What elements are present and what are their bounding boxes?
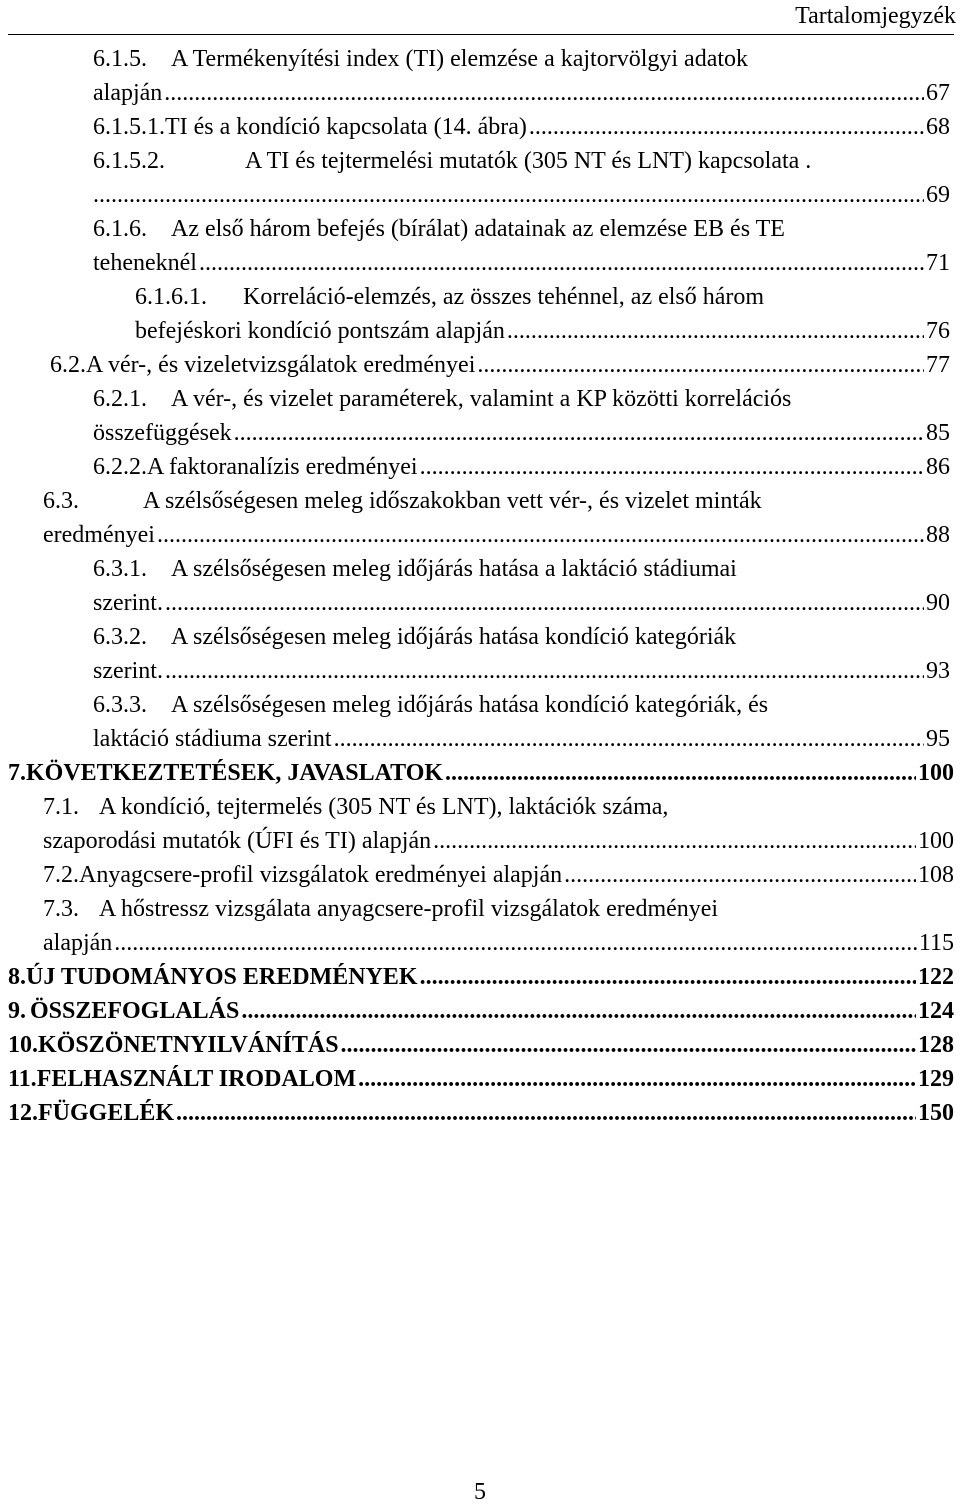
toc-entry-page: 150 [918, 1100, 954, 1126]
toc-entry-number: 6.1.5.1. [93, 114, 165, 140]
dot-leader [341, 1028, 916, 1062]
toc-entry-title-cont: szerint. [93, 590, 163, 616]
toc-entry-page: 129 [918, 1066, 954, 1092]
toc-entry[interactable] [0, 858, 960, 892]
dot-leader [176, 1096, 916, 1130]
toc-entry-title: A szélsőségesen meleg időjárás hatása kondíció kategóriák [171, 624, 737, 650]
dot-leader [477, 348, 924, 382]
dot-leader [165, 586, 924, 620]
toc-entry[interactable] [0, 382, 960, 450]
toc-entry-title: A Termékenyítési index (TI) elemzése a kajtorvölgyi adatok [171, 46, 749, 72]
dot-leader [358, 1062, 916, 1096]
toc-entry-page: 100 [918, 828, 954, 854]
toc-entry-title: A szélsőségesen meleg időjárás hatása kondíció kategóriák, és [171, 692, 769, 718]
toc-entry-title: ÚJ TUDOMÁNYOS EREDMÉNYEK [26, 964, 418, 990]
dot-leader [529, 110, 924, 144]
toc-entry-number: 6.1.5. [93, 46, 147, 72]
toc-entry-number: 7. [8, 760, 26, 786]
toc-entry-page: 90 [926, 590, 950, 616]
toc-entry-number: 6.3.1. [93, 556, 147, 582]
dot-leader [165, 654, 924, 688]
toc-entry-title: A vér-, és vizeletvizsgálatok eredményei [86, 352, 476, 378]
toc-entry-page: 124 [918, 998, 954, 1024]
toc-entry-page: 71 [926, 250, 950, 276]
toc-entry[interactable] [0, 960, 960, 994]
toc-entry-title: ÖSSZEFOGLALÁS [29, 998, 240, 1024]
toc-entry[interactable] [0, 688, 960, 756]
toc-entry-number: 9. [8, 998, 26, 1024]
dot-leader [114, 926, 917, 960]
toc-entry-title-cont: alapján [43, 930, 113, 956]
dot-leader [234, 416, 924, 450]
dot-leader [334, 722, 924, 756]
toc-entry-page: 86 [926, 454, 950, 480]
toc-entry-title: TI és a kondíció kapcsolata (14. ábra) [165, 114, 527, 140]
toc-entry-number: 7.3. [43, 896, 79, 922]
toc-entry-title-cont: összefüggések [93, 420, 232, 446]
toc-entry-page: 100 [918, 760, 954, 786]
toc-entry[interactable] [0, 280, 960, 348]
toc-entry-page: 67 [926, 80, 950, 106]
toc-entry-number: 6.1.6.1. [135, 284, 207, 310]
toc-entry-page: 115 [918, 930, 954, 956]
toc-entry-title-cont: alapján [93, 80, 163, 106]
toc-entry-number: 6.3.3. [93, 692, 147, 718]
toc-entry-title: Az első három befejés (bírálat) adatainak az elemzése EB és TE [171, 216, 785, 242]
toc-entry[interactable] [0, 994, 960, 1028]
dot-leader [433, 824, 916, 858]
toc-entry-title-cont: befejéskori kondíció pontszám alapján [135, 318, 505, 344]
toc-entry-page: 77 [926, 352, 950, 378]
dot-leader [164, 76, 924, 110]
toc-entry-page: 108 [918, 862, 954, 888]
toc-entry-number: 6.2.1. [93, 386, 147, 412]
dot-leader [199, 246, 924, 280]
toc-entry-page: 93 [926, 658, 950, 684]
dot-leader [93, 178, 924, 212]
toc-entry-title-cont: teheneknél [93, 250, 197, 276]
dot-leader [157, 518, 924, 552]
toc-entry-page: 122 [918, 964, 954, 990]
toc-entry-title: Anyagcsere-profil vizsgálatok eredményei alapján [79, 862, 563, 888]
toc-entry[interactable] [0, 1062, 960, 1096]
toc-entry[interactable] [0, 212, 960, 280]
toc-entry-title: Korreláció-elemzés, az összes tehénnel, az első három [243, 284, 765, 310]
dot-leader [241, 994, 916, 1028]
toc-entry-title: KÖVETKEZTETÉSEK, JAVASLATOK [26, 760, 444, 786]
toc-entry-number: 12. [8, 1100, 38, 1126]
toc-entry-title: KÖSZÖNETNYILVÁNÍTÁS [38, 1032, 339, 1058]
dot-leader [420, 450, 924, 484]
dot-leader [507, 314, 924, 348]
toc-entry-title-cont: szerint. [93, 658, 163, 684]
toc-entry-title: FÜGGELÉK [38, 1100, 175, 1126]
toc-entry-page: 85 [926, 420, 950, 446]
toc-entry[interactable] [0, 1028, 960, 1062]
toc-entry-page: 128 [918, 1032, 954, 1058]
toc-entry-number: 6.1.6. [93, 216, 147, 242]
toc-entry-number: 6.3.2. [93, 624, 147, 650]
toc-entry[interactable] [0, 110, 960, 144]
page-number: 5 [474, 1479, 486, 1505]
toc-entry[interactable] [0, 552, 960, 620]
toc-entry-number: 7.2. [43, 862, 79, 888]
toc-entry-number: 10. [8, 1032, 38, 1058]
toc-entry-number: 6.3. [43, 488, 79, 514]
toc-entry-title: A szélsőségesen meleg időszakokban vett vér-, és vizelet minták [143, 488, 762, 514]
toc-entry-page: 69 [926, 182, 950, 208]
table-of-contents [0, 42, 960, 1130]
toc-entry-number: 6.2.2. [93, 454, 147, 480]
toc-entry[interactable] [0, 450, 960, 484]
toc-entry-number: 6.2. [50, 352, 86, 378]
toc-entry[interactable] [0, 1096, 960, 1130]
toc-entry[interactable] [0, 484, 960, 552]
toc-entry[interactable] [0, 144, 960, 212]
toc-entry[interactable] [0, 620, 960, 688]
toc-entry-title: FELHASZNÁLT IRODALOM [36, 1066, 357, 1092]
toc-entry-title: A szélsőségesen meleg időjárás hatása a laktáció stádiumai [171, 556, 737, 582]
toc-entry-number: 7.1. [43, 794, 79, 820]
toc-entry-number: 6.1.5.2. [93, 148, 165, 174]
toc-entry-title-cont: szaporodási mutatók (ÚFI és TI) alapján [43, 828, 432, 854]
toc-entry[interactable] [0, 892, 960, 960]
toc-entry-page: 68 [926, 114, 950, 140]
toc-entry-title-cont: eredményei [43, 522, 155, 548]
toc-entry[interactable] [0, 42, 960, 110]
toc-entry-page: 95 [926, 726, 950, 752]
toc-entry[interactable] [0, 348, 960, 382]
dot-leader [564, 858, 916, 892]
header-rule [8, 34, 954, 35]
toc-entry[interactable] [0, 790, 960, 858]
toc-entry-title: A TI és tejtermelési mutatók (305 NT és LNT) kapcsolata . [245, 148, 812, 174]
toc-entry-title: A kondíció, tejtermelés (305 NT és LNT), laktációk száma, [99, 794, 669, 820]
toc-entry-title-cont: laktáció stádiuma szerint [93, 726, 332, 752]
dot-leader [420, 960, 916, 994]
toc-entry-title: A vér-, és vizelet paraméterek, valamint a KP közötti korrelációs [171, 386, 792, 412]
toc-entry-page: 76 [926, 318, 950, 344]
toc-entry-number: 11. [8, 1066, 37, 1092]
toc-entry-title: A hőstressz vizsgálata anyagcsere-profil vizsgálatok eredményei [99, 896, 719, 922]
toc-entry-page: 88 [926, 522, 950, 548]
toc-entry[interactable] [0, 756, 960, 790]
toc-entry-title: A faktoranalízis eredményei [147, 454, 418, 480]
dot-leader [445, 756, 916, 790]
running-header: Tartalomjegyzék [795, 3, 956, 29]
toc-entry-number: 8. [8, 964, 26, 990]
